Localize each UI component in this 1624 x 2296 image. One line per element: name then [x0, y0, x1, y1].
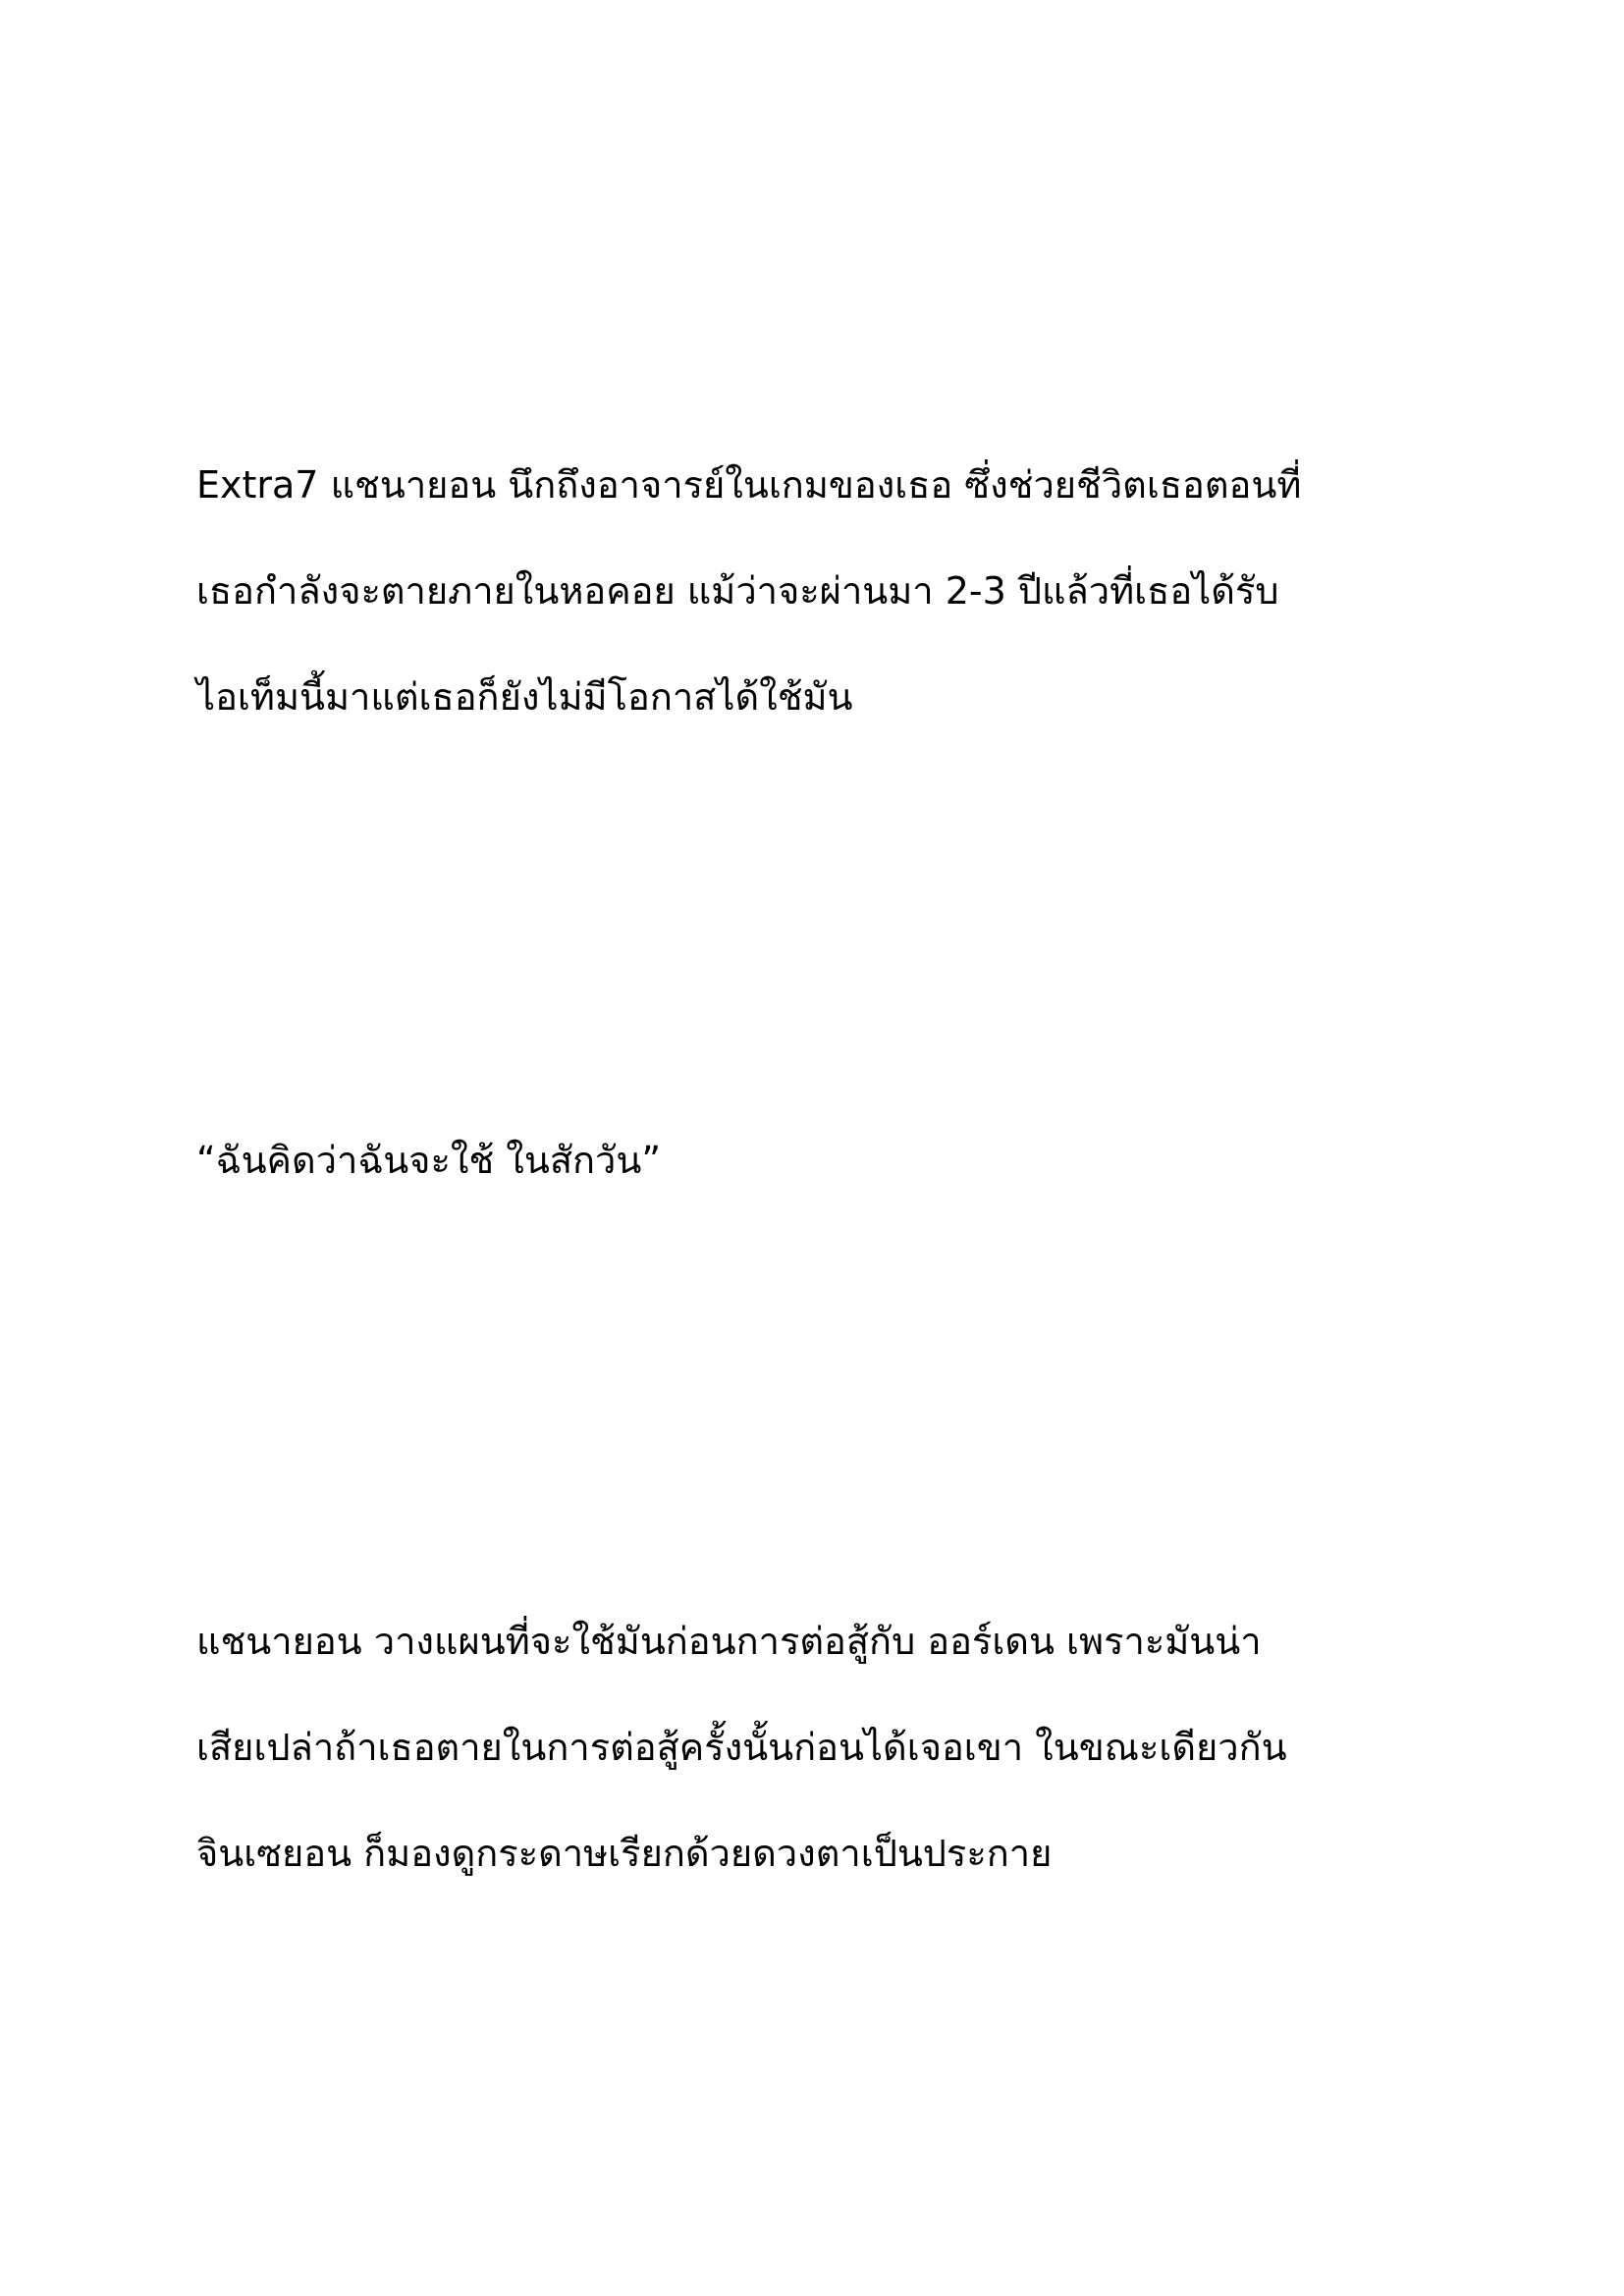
paragraph-1-line-3: ไอเท็มนี้มาแต่เธอก็ยังไม่มีโอกาสได้ใช้มัน	[196, 675, 853, 719]
paragraph-1	[196, 432, 1434, 750]
paragraph-2-line-1: “ฉันคิดว่าฉันจะใช้ ในสักวัน”	[196, 1139, 662, 1182]
paragraph-2-dialogue	[196, 1107, 1434, 1213]
paragraph-1-line-1: Extra7 แชนายอน นึกถึงอาจารย์ในเกมของเธอ ซึ่งช่วยชีวิตเธอตอนที่	[196, 463, 1302, 507]
paragraph-3-line-3: จินเซยอน ก็มองดูกระดาษเรียกด้วยดวงตาเป็นประกาย	[196, 1832, 1053, 1875]
paragraph-3-line-1: แชนายอน วางแผนที่จะใช้มันก่อนการต่อสู้กับ ออร์เดน เพราะมันน่า	[196, 1620, 1262, 1663]
paragraph-3-line-2: เสียเปล่าถ้าเธอตายในการต่อสู้ครั้งนั้นก่อนได้เจอเขา ในขณะเดียวกัน	[196, 1726, 1287, 1769]
paragraph-3	[196, 1588, 1434, 1906]
paragraph-1-line-2: เธอกำลังจะตายภายในหอคอย แม้ว่าจะผ่านมา 2-3 ปีแล้วที่เธอได้รับ	[196, 569, 1279, 613]
